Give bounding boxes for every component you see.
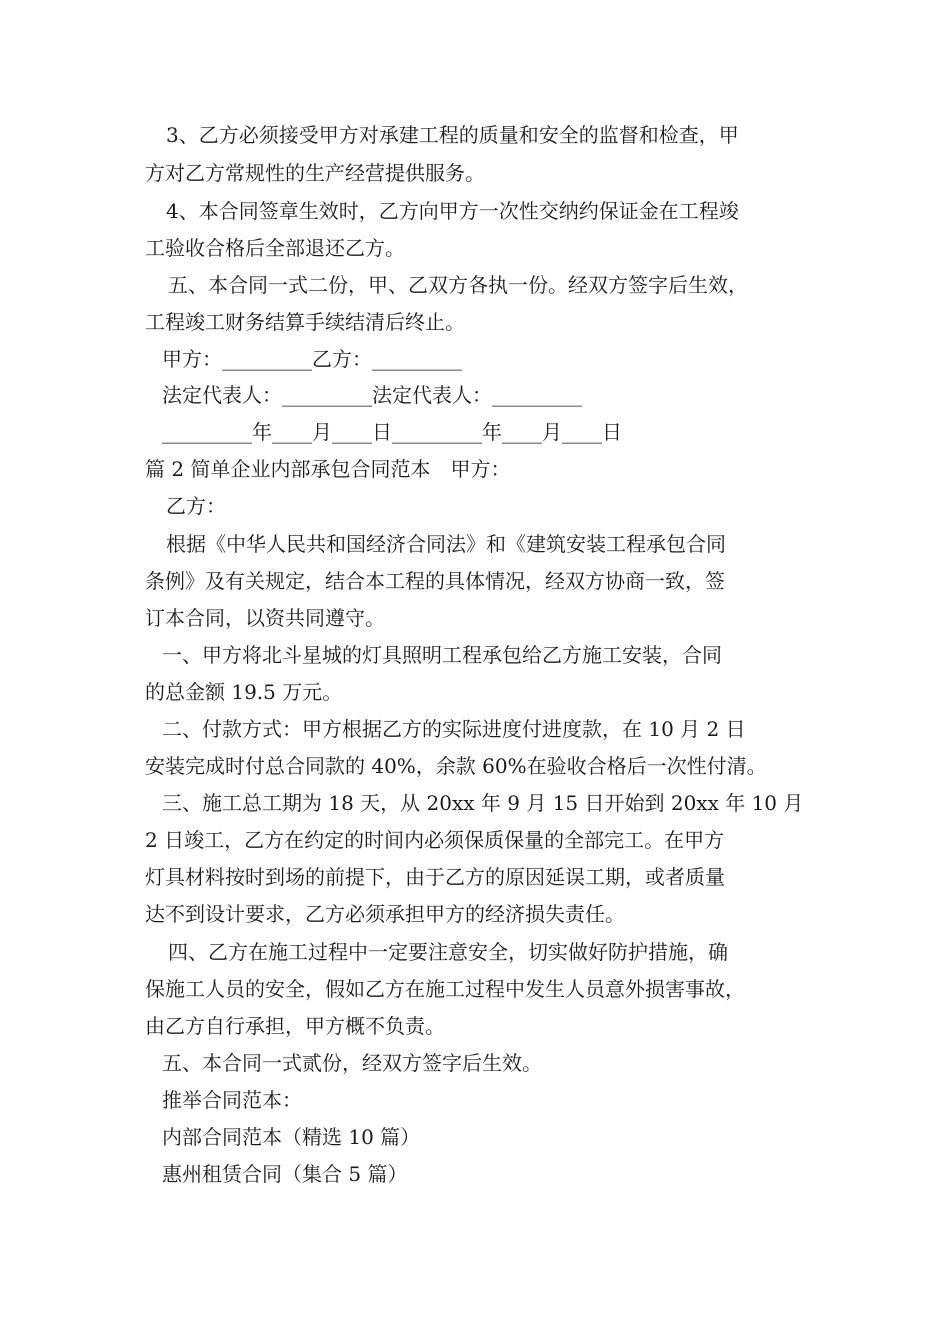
text-line: 达不到设计要求，乙方必须承担甲方的经济损失责任。	[145, 902, 625, 926]
text-line: 灯具材料按时到场的前提下，由于乙方的原因延误工期，或者质量	[145, 865, 725, 889]
text-line: 二、付款方式：甲方根据乙方的实际进度付进度款，在 10 月 2 日	[162, 717, 746, 741]
text-line: 四、乙方在施工过程中一定要注意安全，切实做好防护措施，确	[168, 940, 728, 964]
signature-line-dates: _________年____月____日_________年____月____日	[162, 420, 622, 444]
text-line: 三、施工总工期为 18 天，从 20xx 年 9 月 15 日开始到 20xx 年 10 月	[162, 791, 804, 815]
text-line: 工验收合格后全部退还乙方。	[145, 236, 405, 260]
text-line: 一、甲方将北斗星城的灯具照明工程承包给乙方施工安装，合同	[162, 643, 722, 667]
signature-line-parties: 甲方：_________乙方：_________	[162, 347, 462, 371]
text-line: 根据《中华人民共和国经济合同法》和《建筑安装工程承包合同	[166, 532, 726, 556]
recommend-link-2[interactable]: 惠州租赁合同（集合 5 篇）	[162, 1162, 408, 1186]
text-line: 工程竣工财务结算手续结清后终止。	[145, 310, 465, 334]
signature-line-representatives: 法定代表人：_________法定代表人：_________	[162, 383, 582, 407]
section-heading: 篇 2 简单企业内部承包合同范本 甲方：	[145, 457, 511, 481]
text-line: 4、本合同签章生效时，乙方向甲方一次性交纳约保证金在工程竣	[166, 199, 739, 223]
text-line: 的总金额 19.5 万元。	[145, 680, 343, 704]
text-line: 安装完成时付总合同款的 40%，余款 60%在验收合格后一次性付清。	[145, 754, 767, 778]
text-line: 3、乙方必须接受甲方对承建工程的质量和安全的监督和检查，甲	[166, 123, 739, 147]
text-line: 条例》及有关规定，结合本工程的具体情况，经双方协商一致，签	[145, 569, 725, 593]
text-line: 乙方：	[166, 494, 226, 518]
text-line: 由乙方自行承担，甲方概不负责。	[145, 1014, 445, 1038]
recommend-heading: 推举合同范本：	[162, 1088, 302, 1112]
text-line: 保施工人员的安全，假如乙方在施工过程中发生人员意外损害事故，	[145, 977, 745, 1001]
text-line: 五、本合同一式贰份，经双方签字后生效。	[162, 1051, 542, 1075]
text-line: 五、本合同一式二份，甲、乙双方各执一份。经双方签字后生效，	[168, 273, 748, 297]
text-line: 2 日竣工，乙方在约定的时间内必须保质保量的全部完工。在甲方	[145, 828, 725, 852]
text-line: 方对乙方常规性的生产经营提供服务。	[145, 161, 485, 185]
text-line: 订本合同，以资共同遵守。	[145, 606, 385, 630]
recommend-link-1[interactable]: 内部合同范本（精选 10 篇）	[162, 1125, 421, 1149]
